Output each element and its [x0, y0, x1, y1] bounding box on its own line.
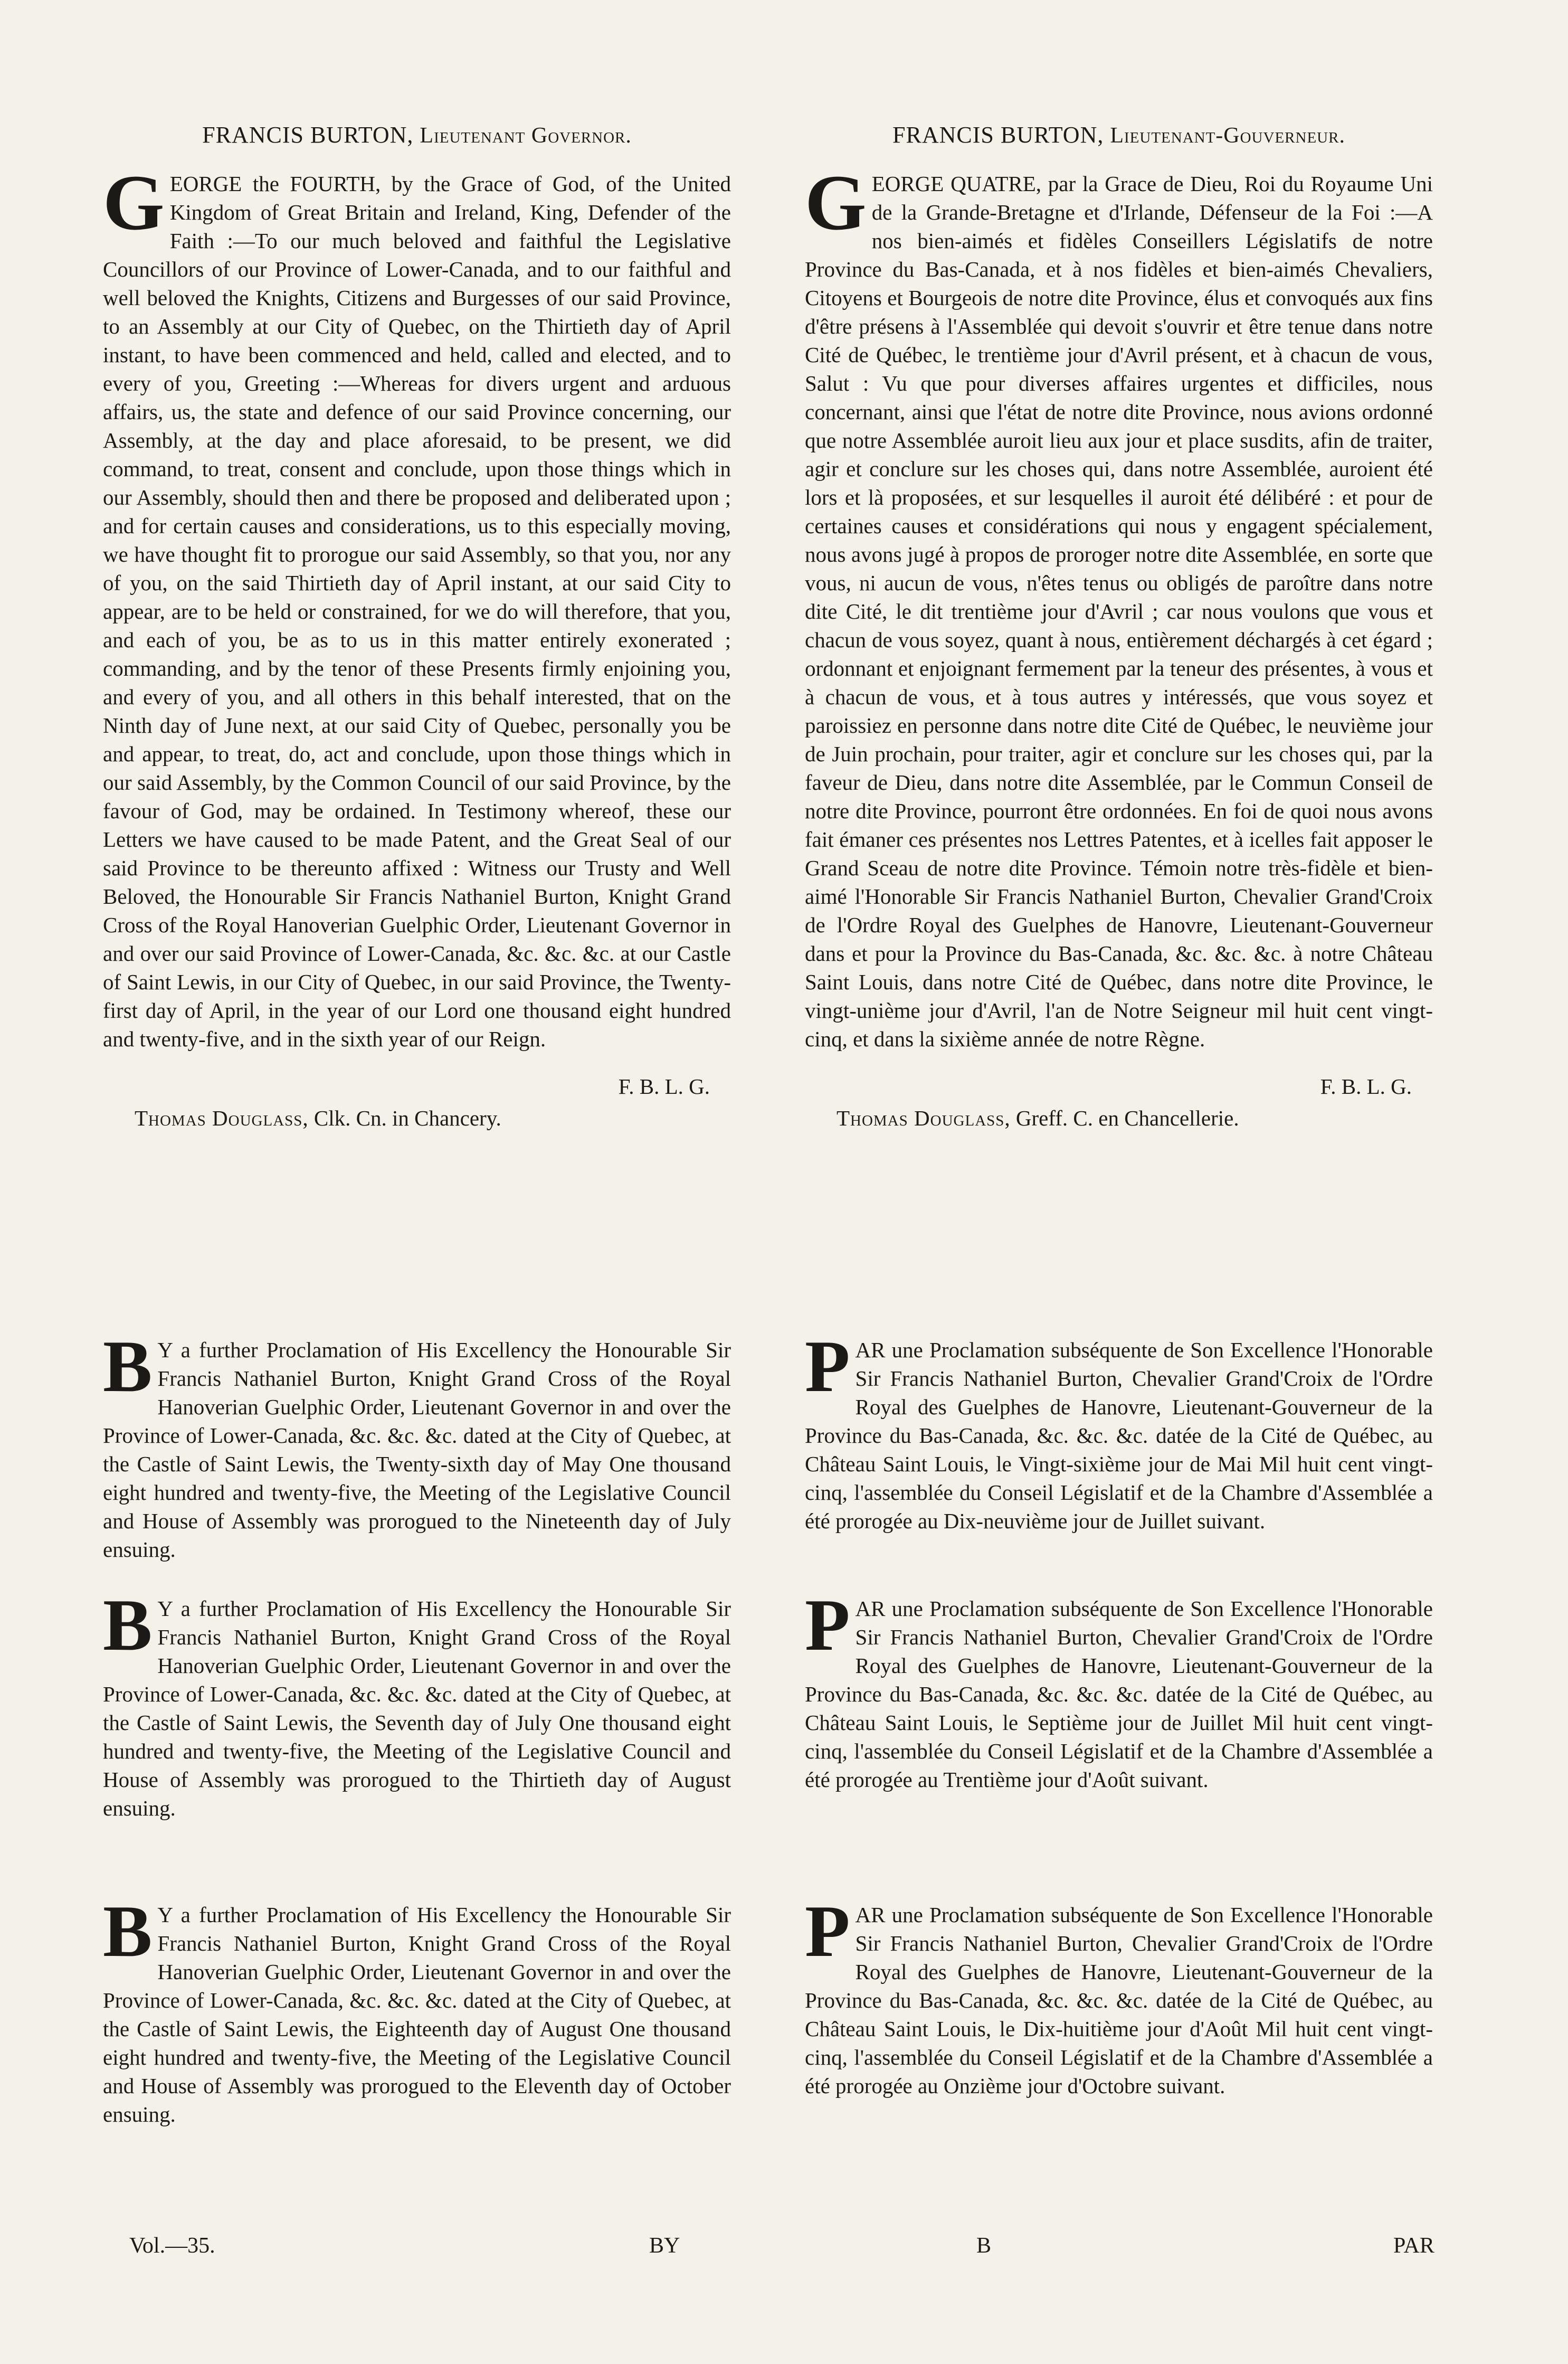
signature-initials: F. B. L. G. — [1320, 1074, 1412, 1099]
further-text: AR une Proclamation subséquente de Son Excellence l'Honorable Sir Francis Nathaniel Burton, Chevalier Grand'Croix de l'Ordre Royal des Guelphes de Hanovre, Lieutenant-Gouverneur de la Province du Bas-Canada, &c. &c. &c. datée de la Cité de Québec, au Château Saint Louis, le Septième jour de Juillet Mil huit cent vingt-cinq, l'assemblée du Conseil Législatif et de la Chambre d'Assemblée a été prorogée au Trentième jour d'Août suivant. — [805, 1596, 1433, 1792]
english-column — [103, 121, 731, 2126]
further-text: Y a further Proclamation of His Excellency the Honourable Sir Francis Nathaniel Burton, Knight Grand Cross of the Royal Hanoverian Guelphic Order, Lieutenant Governor in and over the Province of Lower-Canada, &c. &c. &c. dated at the City of Quebec, at the Castle of Saint Lewis, the Seventh day of July One thousand eight hundred and twenty-five, the Meeting of the Legislative Council and House of Assembly was prorogued to the Thirtieth day of August ensuing. — [103, 1596, 731, 1820]
page-footer — [90, 2233, 1472, 2265]
clerk-name: Thomas Douglass, — [837, 1106, 1011, 1130]
signature-mark: B — [976, 2234, 992, 2258]
further-proclamation-1 — [805, 1326, 1433, 1535]
french-header — [805, 121, 1433, 148]
dropcap: G — [103, 159, 165, 247]
further-proclamation-1 — [103, 1326, 731, 1564]
english-proclamation — [103, 159, 731, 1053]
gazette-page — [90, 121, 1472, 2312]
english-header — [103, 121, 731, 148]
further-text: AR une Proclamation subséquente de Son Excellence l'Honorable Sir Francis Nathaniel Burton, Chevalier Grand'Croix de l'Ordre Royal des Guelphes de Hanovre, Lieutenant-Gouverneur de la Province du Bas-Canada, &c. &c. &c. datée de la Cité de Québec, au Château Saint Louis, le Vingt-sixième jour de Mai Mil huit cent vingt-cinq, l'assemblée du Conseil Législatif et de la Chambre d'Assemblée a été prorogée au Dix-neuvième jour de Juillet suivant. — [805, 1338, 1433, 1533]
dropcap: P — [805, 1584, 850, 1666]
further-text: Y a further Proclamation of His Excellency the Honourable Sir Francis Nathaniel Burton, Knight Grand Cross of the Royal Hanoverian Guelphic Order, Lieutenant Governor in and over the Province of Lower-Canada, &c. &c. &c. dated at the City of Quebec, at the Castle of Saint Lewis, the Eighteenth day of August One thousand eight hundred and twenty-five, the Meeting of the Legislative Council and House of Assembly was prorogued to the Eleventh day of October ensuing. — [103, 1903, 731, 2126]
proclamation-text: EORGE the FOURTH, by the Grace of God, of the United Kingdom of Great Britain and Ireland, King, Defender of the Faith :—To our much beloved and faithful the Legislative Councillors of our Province of Lower-Canada, and to our faithful and well beloved the Knights, Citizens and Burgesses of our said Province, to an Assembly at our City of Quebec, on the Thirtieth day of April instant, to have been commenced and held, called and elected, and to every of you, Greeting :—Whereas for divers urgent and arduous affairs, us, the state and defence of our said Province concerning, our Assembly, at the day and place aforesaid, to be present, we did command, to treat, consent and conclude, upon those things which in our Assembly, should then and there be proposed and deliberated upon ; and for certain causes and considerations, us to this especially moving, we have thought fit to prorogue our said Assembly, so that you, nor any of you, on the said Thirtieth day of April instant, at our said City to appear, are to be held or constrained, for we do will therefore, that you, and each of you, be as to us in this matter entirely exonerated ; commanding, and by the tenor of these Presents firmly enjoining you, and every of you, and all others in this behalf interested, that on the Ninth day of June next, at our said City of Quebec, personally you be and appear, to treat, do, act and conclude, upon those things which in our said Assembly, by the Common Council of our said Province, by the favour of God, may be ordained. In Testimony whereof, these our Letters we have caused to be made Patent, and the Great Seal of our said Province to be thereunto affixed : Witness our Trusty and Well Beloved, the Honourable Sir Francis Nathaniel Burton, Knight Grand Cross of the Royal Hanoverian Guelphic Order, Lieutenant Governor in and over our said Province of Lower-Canada, &c. &c. &c. at our Castle of Saint Lewis, in our City of Quebec, in our said Province, the Twenty-first day of April, in the year of our Lord one thousand eight hundred and twenty-five, and in the sixth year of our Reign. — [103, 172, 731, 1051]
clerk-title: Clk. Cn. in Chancery. — [313, 1106, 501, 1130]
further-proclamation-3 — [103, 1890, 731, 2129]
clerk-signature — [805, 1104, 1433, 1132]
clerk-name: Thomas Douglass, — [135, 1106, 309, 1130]
dropcap: B — [103, 1890, 153, 1972]
dropcap: B — [103, 1326, 153, 1407]
further-proclamation-2 — [103, 1584, 731, 1822]
catchword-left: BY — [649, 2234, 680, 2258]
clerk-title: Greff. C. en Chancellerie. — [1015, 1106, 1239, 1130]
dropcap: P — [805, 1326, 850, 1407]
french-column — [805, 121, 1433, 2098]
dropcap: G — [805, 159, 867, 247]
header-rank: Lieutenant-Gouverneur. — [1110, 124, 1345, 148]
dropcap: P — [805, 1890, 850, 1972]
header-name: FRANCIS BURTON, — [892, 122, 1104, 148]
clerk-signature — [103, 1104, 731, 1132]
further-text: Y a further Proclamation of His Excellency the Honourable Sir Francis Nathaniel Burton, Knight Grand Cross of the Royal Hanoverian Guelphic Order, Lieutenant Governor in and over the Province of Lower-Canada, &c. &c. &c. dated at the City of Quebec, at the Castle of Saint Lewis, the Twenty-sixth day of May One thousand eight hundred and twenty-five, the Meeting of the Legislative Council and House of Assembly was prorogued to the Nineteenth day of July ensuing. — [103, 1338, 731, 1562]
further-text: AR une Proclamation subséquente de Son Excellence l'Honorable Sir Francis Nathaniel Burton, Chevalier Grand'Croix de l'Ordre Royal des Guelphes de Hanovre, Lieutenant-Gouverneur de la Province du Bas-Canada, &c. &c. &c. datée de la Cité de Québec, au Château Saint Louis, le Dix-huitième jour d'Août Mil huit cent vingt-cinq, l'assemblée du Conseil Législatif et de la Chambre d'Assemblée a été prorogée au Onzième jour d'Octobre suivant. — [805, 1903, 1433, 2098]
catchword-right: PAR — [1393, 2234, 1434, 2258]
proclamation-text: EORGE QUATRE, par la Grace de Dieu, Roi du Royaume Uni de la Grande-Bretagne et d'Irlande, Défenseur de la Foi :—A nos bien-aimés et fidèles Conseillers Législatifs de notre Province du Bas-Canada, et à nos fidèles et bien-aimés Chevaliers, Citoyens et Bourgeois de notre dite Province, élus et convoqués aux fins d'être présens à l'Assemblée qui devoit s'ouvrir et être tenue dans notre Cité de Québec, le trentième jour d'Avril présent, et à chacun de vous, Salut : Vu que pour diverses affaires urgentes et difficiles, nous concernant, ainsi que l'état de notre dite Province, nous avions ordonné que notre Assemblée auroit lieu aux jour et place susdits, afin de traiter, agir et conclure sur les choses qui, dans notre Assemblée, auroient été lors et là proposées, et sur lesquelles il auroit été délibéré : et pour de certaines causes et considérations qui nous y engagent spécialement, nous avons jugé à propos de proroger notre dite Assemblée, en sorte que vous, ni aucun de vous, n'êtes tenus ou obligés de paroître dans notre dite Cité, le dit trentième jour d'Avril ; car nous voulons que vous et chacun de vous soyez, quant à nous, entièrement déchargés à cet égard ; ordonnant et enjoignant fermement par la teneur des présentes, à vous et à chacun de vous, et à tous autres y intéressés, que vous soyez et paroissiez en personne dans notre dite Cité de Québec, le neuvième jour de Juin prochain, pour traiter, agir et conclure sur les choses qui, par la faveur de Dieu, dans notre dite Assemblée, par le Commun Conseil de notre dite Province, pourront être ordonnées. En foi de quoi nous avons fait émaner ces présentes nos Lettres Patentes, et à icelles fait apposer le Grand Sceau de notre dite Province. Témoin notre très-fidèle et bien-aimé l'Honorable Sir Francis Nathaniel Burton, Chevalier Grand'Croix de l'Ordre Royal des Guelphes de Hanovre, Lieutenant-Gouverneur dans et pour la Province du Bas-Canada, &c. &c. &c. à notre Château Saint Louis, dans notre Cité de Québec, dans notre dite Province, le vingt-unième jour d'Avril, l'an de Notre Seigneur mil huit cent vingt-cinq, et dans la sixième année de notre Règne. — [805, 172, 1433, 1051]
dropcap: B — [103, 1584, 153, 1666]
french-proclamation — [805, 159, 1433, 1053]
volume-number: Vol.—35. — [129, 2234, 215, 2258]
signature-initials: F. B. L. G. — [618, 1074, 710, 1099]
further-proclamation-2 — [805, 1584, 1433, 1794]
header-name: FRANCIS BURTON, — [202, 122, 414, 148]
further-proclamation-3 — [805, 1890, 1433, 2100]
header-rank: Lieutenant Governor. — [420, 124, 632, 148]
